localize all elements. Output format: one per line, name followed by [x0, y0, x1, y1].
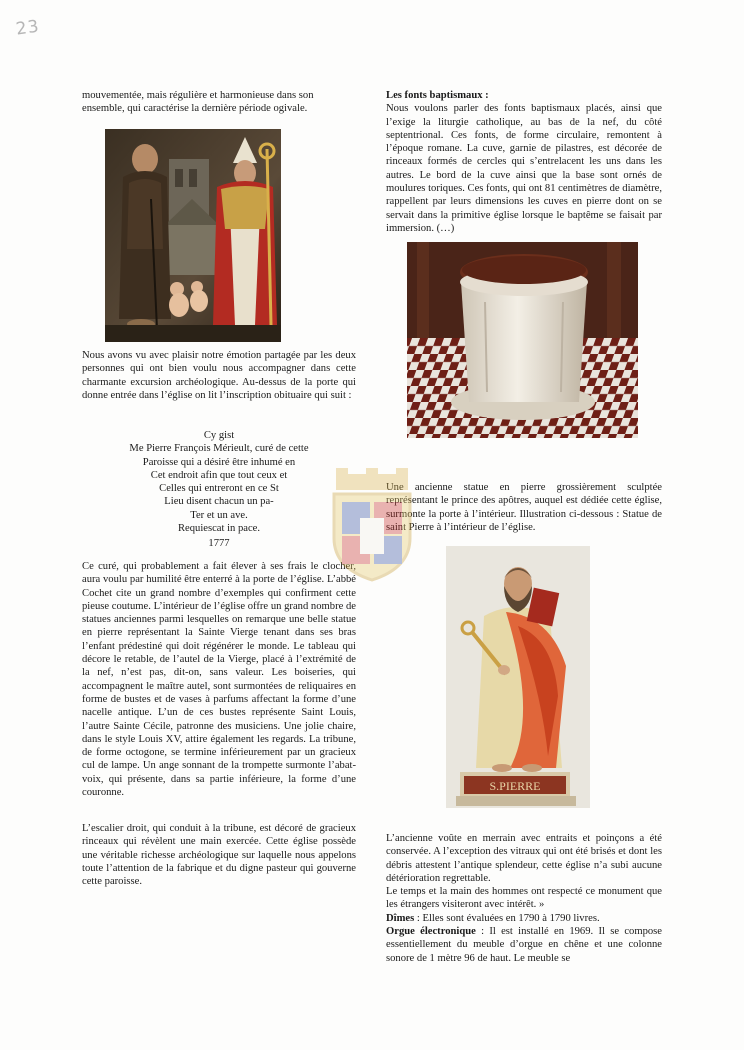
right-section-fonts: [386, 89, 662, 235]
orgue-text: : Il est installé en 1969. Il se compose essentiellement du meuble d’orgue en chêne et une colonne sonore de 1 mètre 96 de haut. Le meuble se: [386, 926, 662, 964]
paragraph-text: Le temps et la main des hommes ont respecté ce monument que les étrangers visiteront avec intérêt. »: [386, 886, 662, 911]
left-paragraph-1: [82, 89, 356, 116]
left-paragraph-3: [82, 560, 356, 799]
page-number: 23: [14, 16, 41, 40]
dimes-paragraph: [386, 912, 662, 925]
orgue-label: Orgue électronique: [386, 926, 476, 938]
baptismal-font-photo: [407, 242, 638, 438]
baptismal-font-illustration: [407, 242, 638, 438]
saint-pierre-illustration: [446, 546, 590, 808]
paragraph-text: L’ancienne voûte en merrain avec entraits et poinçons a été conservée. A l’exception des vitraux qui ont été brisés et dont les débris attestent l’antique splendeur, cette église n’a subi aucune détérioration regrettable.: [386, 833, 662, 884]
inscription-line: Paroisse qui a désiré être inhumé en: [142, 456, 296, 468]
statue-plaque-text: S.PIERRE: [489, 779, 541, 793]
section-heading: Les fonts baptismaux :: [386, 90, 489, 101]
orgue-paragraph: [386, 925, 662, 965]
inscription-line: Celles qui entreront en ce St: [159, 483, 279, 495]
dimes-text: : Elles sont évaluées en 1790 à 1790 livres.: [414, 912, 600, 924]
painting-illustration: [105, 129, 281, 342]
paragraph-text: L’escalier droit, qui conduit à la tribune, est décoré de gracieux rinceaux qui révèlent une main exercée. Cette église possède une véritable richesse archéologique sur laquelle nous appelons toute l’attention de la fabrique et du digne pasteur qui gouverne cette paroisse.: [82, 823, 356, 888]
inscription-line: Requiescat in pace.: [177, 523, 261, 535]
obituary-inscription: [82, 429, 356, 551]
inscription-line: Cy gist: [203, 430, 235, 441]
right-paragraph-vault: [386, 832, 662, 965]
inscription-line: Lieu disent chacun un pa-: [164, 496, 274, 508]
paragraph-text: Nous voulons parler des fonts baptismaux placés, ainsi que l’exige la liturgie catholique, au bas de la nef, du côté septentrional. Ces fonts, de forme circulaire, remontent à l’époque romane. La cuve, garnie de pilastres, est décorée de rinceaux formés de cercles qui s’entrelacent les uns dans les autres. Le bord de la cuve ainsi que la base sont ornés de moulures toriques. Ces fonts, qui ont 81 centimètres de diamètre, rappellent par leurs dimensions les cuves en pierre dont on se servait dans la primitive église lorsque le baptême se faisait par immersion. (…): [386, 103, 662, 234]
inscription-line: Cet endroit afin que tout ceux et: [150, 469, 288, 481]
left-paragraph-4: [82, 822, 356, 888]
paragraph-text: Une ancienne statue en pierre grossièrement sculptée représentant le prince des apôtres, auquel est dédiée cette église, surmonte la porte à l’intérieur. Illustration ci-dessous : Statue de saint Pierre à l’intérieur de l’église.: [386, 482, 662, 533]
inscription-line: Ter et un ave.: [190, 509, 248, 521]
paragraph-text: Ce curé, qui probablement a fait élever à ses frais le clocher, aura voulu par humilité être enterré à la porte de l’église. L’abbé Cochet cite un grand nombre d’exemples qui confirment cette pieuse coutume. L’intérieur de l’église offre un grand nombre de statues anciennes parmi lesquelles on remarque une belle statue en pierre représentant la Sainte Vierge tenant dans ses bras l’enfant prédestiné qui doit régénérer le monde. Le tableau qui décore le retable, de l’autel de la Vierge, placé à l’extrémité de la nef, n’est pas, dit-on, sans valeur. Les boiseries, qui accompagnent le maître autel, sont surmontées de reliquaires en forme de bustes et de vases à parfums affectant la forme d’une nacelle antique. L’un de ces bustes représente Saint Louis, l’autre Sainte Cécile, patronne des musiciens. Une jolie chaire, dans le style Louis XV, attire également les regards. La tribune, de forme octogone, se termine inférieurement par un gracieux cul de lampe. Un ange sonnant de la trompette surmonte l’abat-voix, qui présente, dans sa partie inférieure, la forme d’une couronne.: [82, 561, 356, 799]
painting-image: [105, 129, 281, 342]
left-paragraph-2: [82, 349, 356, 402]
dimes-label: Dîmes: [386, 912, 415, 924]
paragraph-text: Nous avons vu avec plaisir notre émotion partagée par les deux personnes qui ont bien voulu nous accompagner dans cette charmante excursion archéologique. Au-dessus de la porte qui donne entrée dans l’église on lit l’inscription obituaire qui suit :: [82, 350, 356, 401]
inscription-line: Me Pierre François Mérieult, curé de cette: [129, 443, 309, 455]
inscription-year: 1777: [208, 538, 230, 550]
saint-pierre-statue-photo: [446, 546, 590, 808]
paragraph-text: mouvementée, mais régulière et harmonieuse dans son ensemble, qui caractérise la dernière période ogivale.: [82, 90, 314, 115]
right-paragraph-statue: [386, 481, 662, 534]
coat-of-arms-watermark: [322, 468, 422, 584]
